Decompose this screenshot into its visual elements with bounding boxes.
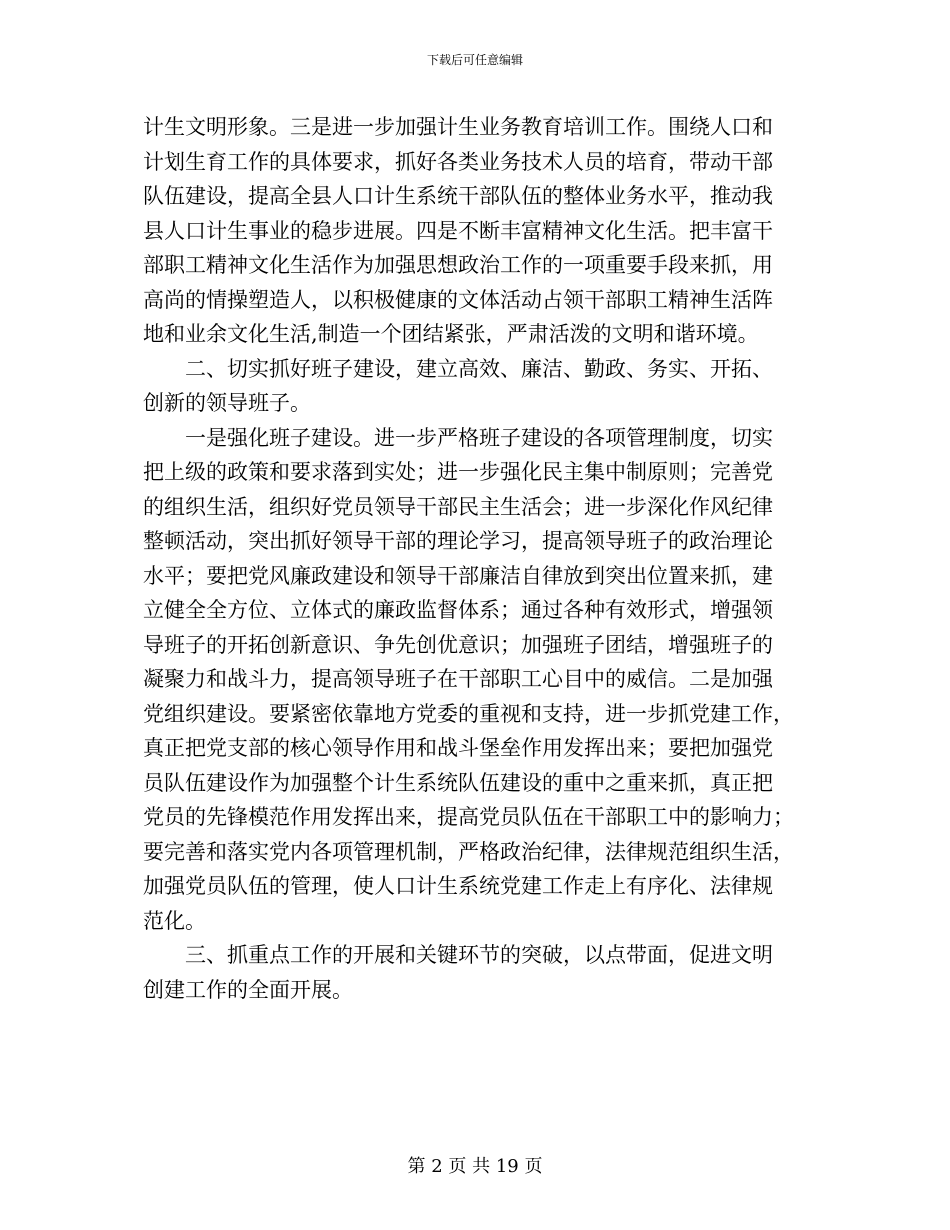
text-line: 真正把党支部的核心领导作用和战斗堡垒作用发挥出来；要把加强党 bbox=[143, 736, 773, 760]
text-line: 部职工精神文化生活作为加强思想政治工作的一项重要手段来抓，用 bbox=[143, 253, 773, 277]
text-line: 加强党员队伍的管理，使人口计生系统党建工作走上有序化、法律规 bbox=[143, 874, 773, 898]
page-header: 下载后可任意编辑 bbox=[426, 53, 523, 67]
text-line: 导班子的开拓创新意识、争先创优意识；加强班子团结，增强班子的 bbox=[143, 632, 773, 657]
text-line: 高尚的情操塑造人，以积极健康的文体活动占领干部职工精神生活阵 bbox=[143, 287, 773, 312]
text-line: 队伍建设，提高全县人口计生系统干部队伍的整体业务水平，推动我 bbox=[143, 184, 773, 208]
text-line: 把上级的政策和要求落到实处；进一步强化民主集中制原则；完善党 bbox=[143, 460, 773, 484]
text-line: 一是强化班子建设。进一步严格班子建设的各项管理制度，切实 bbox=[143, 425, 773, 450]
text-line: 水平；要把党风廉政建设和领导干部廉洁自律放到突出位置来抓，建 bbox=[143, 563, 773, 588]
text-line: 计生文明形象。三是进一步加强计生业务教育培训工作。围绕人口和 bbox=[143, 115, 773, 139]
text-line: 创建工作的全面开展。 bbox=[143, 977, 353, 1002]
text-line: 县人口计生事业的稳步进展。四是不断丰富精神文化生活。把丰富干 bbox=[143, 218, 773, 243]
text-line: 范化。 bbox=[143, 908, 206, 933]
text-line: 整顿活动，突出抓好领导干部的理论学习，提高领导班子的政治理论 bbox=[143, 529, 773, 553]
text-line: 凝聚力和战斗力，提高领导班子在干部职工心目中的威信。二是加强 bbox=[143, 667, 773, 691]
text-line: 的组织生活，组织好党员领导干部民主生活会；进一步深化作风纪律 bbox=[143, 494, 773, 519]
body-text bbox=[143, 110, 808, 1007]
page-number-footer: 第 2 页 共 19 页 bbox=[407, 1156, 543, 1177]
text-line: 地和业余文化生活,制造一个团结紧张，严肃活泼的文明和谐环境。 bbox=[143, 322, 759, 346]
text-line: 二、切实抓好班子建设，建立高效、廉洁、勤政、务实、开拓、 bbox=[143, 356, 773, 381]
text-line: 立健全全方位、立体式的廉政监督体系；通过各种有效形式，增强领 bbox=[143, 598, 773, 622]
text-line: 员队伍建设作为加强整个计生系统队伍建设的重中之重来抓，真正把 bbox=[143, 770, 773, 795]
text-line: 党组织建设。要紧密依靠地方党委的重视和支持，进一步抓党建工作， bbox=[143, 701, 794, 726]
text-line: 创新的领导班子。 bbox=[143, 391, 311, 415]
text-line: 计划生育工作的具体要求，抓好各类业务技术人员的培育，带动干部 bbox=[143, 149, 773, 174]
text-line: 三、抓重点工作的开展和关键环节的突破，以点带面，促进文明 bbox=[143, 943, 773, 967]
text-line: 党员的先锋模范作用发挥出来，提高党员队伍在干部职工中的影响力； bbox=[143, 805, 794, 829]
text-line: 要完善和落实党内各项管理机制，严格政治纪律，法律规范组织生活， bbox=[143, 839, 794, 864]
